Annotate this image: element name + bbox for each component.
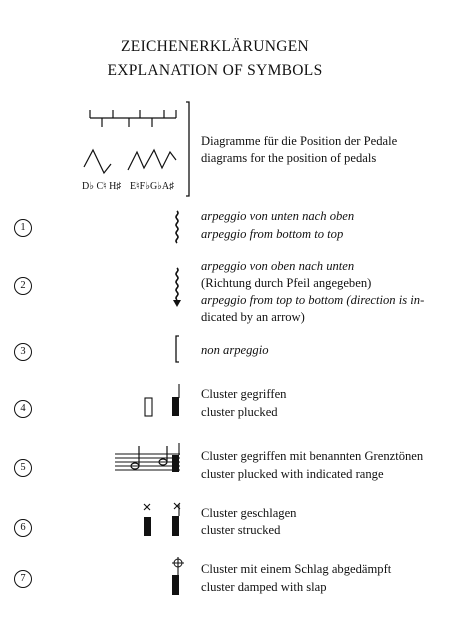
item-number-5: 5: [14, 459, 32, 477]
item-4-line-2: cluster plucked: [201, 405, 278, 419]
arrow-down-icon: [173, 300, 181, 307]
item-number-6: 6: [14, 519, 32, 537]
item-number-3: 3: [14, 343, 32, 361]
item-4-line-1: Cluster gegriffen: [201, 387, 287, 401]
item-number-1: 1: [14, 219, 32, 237]
pedal-desc-english: diagrams for the position of pedals: [201, 151, 377, 165]
cluster-struck-symbol: [144, 503, 180, 536]
item-7-line-2: cluster damped with slap: [201, 580, 327, 594]
page-title-english: EXPLANATION OF SYMBOLS: [107, 62, 323, 79]
item-3-line-1: non arpeggio: [201, 343, 269, 357]
pedal-diagram-symbol: [90, 110, 176, 127]
cluster-open-symbol: [145, 398, 152, 416]
page-title-german: ZEICHENERKLÄRUNGEN: [121, 38, 309, 55]
pedal-labels-left: D♭ C♮ H♯: [82, 181, 122, 192]
item-number-4: 4: [14, 400, 32, 418]
item-5-line-2: cluster plucked with indicated range: [201, 467, 384, 481]
item-6-line-1: Cluster geschlagen: [201, 506, 297, 520]
item-1-line-2: arpeggio from bottom to top: [201, 227, 344, 241]
non-arpeggio-bracket-symbol: [176, 336, 179, 362]
staff-symbol: [115, 454, 180, 470]
pedal-bracket-symbol: [186, 102, 189, 196]
item-2-line-4: dicated by an arrow): [201, 310, 305, 324]
item-2-line-2: (Richtung durch Pfeil angegeben): [201, 276, 372, 290]
item-1-line-1: arpeggio von unten nach oben: [201, 209, 355, 223]
item-number-2: 2: [14, 277, 32, 295]
arpeggio-down-symbol: [176, 268, 178, 300]
pedal-labels-right: E♮F♭G♭A♯: [130, 181, 175, 192]
item-number-7: 7: [14, 570, 32, 588]
cluster-filled-symbol: [172, 397, 179, 416]
item-7-line-1: Cluster mit einem Schlag abgedämpft: [201, 562, 392, 576]
arpeggio-up-symbol: [176, 211, 178, 243]
pedal-desc-german: Diagramme für die Position der Pedale: [201, 134, 398, 148]
item-5-line-1: Cluster gegriffen mit benannten Grenztönen: [201, 449, 424, 463]
item-2-line-1: arpeggio von oben nach unten: [201, 259, 355, 273]
item-6-line-2: cluster strucked: [201, 523, 281, 537]
cluster-damped-symbol: [172, 557, 184, 595]
item-2-line-3: arpeggio from top to bottom (direction is in-: [201, 293, 425, 307]
pedal-zigzag-symbol: [84, 150, 176, 173]
